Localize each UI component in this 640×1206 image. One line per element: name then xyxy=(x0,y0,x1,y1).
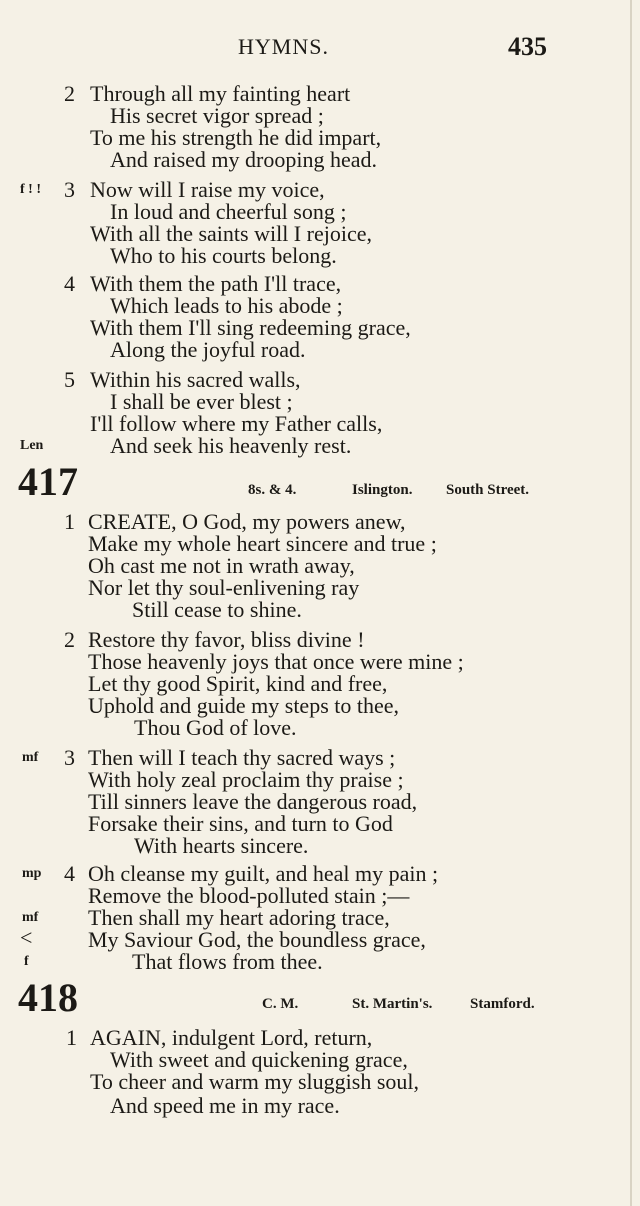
verse-line: Who to his courts belong. xyxy=(110,243,337,268)
verse-line: Through all my fainting heart xyxy=(90,81,351,106)
verse-line: Thou God of love. xyxy=(134,715,297,740)
hymn-meter: 8s. & 4. xyxy=(248,482,297,498)
verse-line: Along the joyful road. xyxy=(110,337,306,362)
verse-line: And raised my drooping head. xyxy=(110,147,377,172)
page-number: 435 xyxy=(508,32,547,61)
verse-line: And seek his heavenly rest. xyxy=(110,433,352,458)
verse-line: In loud and cheerful song ; xyxy=(110,199,347,224)
verse-number: 1 xyxy=(66,1025,77,1050)
verse-line: Till sinners leave the dangerous road, xyxy=(88,789,418,814)
verse-line: To me his strength he did impart, xyxy=(90,125,382,150)
dynamics-mark: Len xyxy=(20,438,44,453)
verse-number: 3 xyxy=(64,745,75,770)
hymn-number: 417 xyxy=(18,459,78,504)
crescendo-mark: < xyxy=(20,925,33,950)
verse-line: With them I'll sing redeeming grace, xyxy=(90,315,411,340)
verse-number: 5 xyxy=(64,367,75,392)
page-edge xyxy=(630,0,632,1206)
verse-line: With all the saints will I rejoice, xyxy=(90,221,372,246)
hymn-number: 418 xyxy=(18,975,78,1020)
verse-line: With hearts sincere. xyxy=(134,833,309,858)
verse-number: 4 xyxy=(64,861,75,886)
verse-line: AGAIN, indulgent Lord, return, xyxy=(90,1025,373,1050)
dynamics-mark: mf xyxy=(22,910,39,925)
verse-line: Oh cast me not in wrath away, xyxy=(88,553,355,578)
verse-line: My Saviour God, the boundless grace, xyxy=(88,927,426,952)
verse-line: Those heavenly joys that once were mine ; xyxy=(88,649,464,674)
verse-line: CREATE, O God, my powers anew, xyxy=(88,509,406,534)
verse-line: Now will I raise my voice, xyxy=(90,177,325,202)
verse-number: 2 xyxy=(64,627,75,652)
dynamics-mark: f ! ! xyxy=(20,182,41,197)
verse-line: To cheer and warm my sluggish soul, xyxy=(90,1069,420,1094)
verse-line: Which leads to his abode ; xyxy=(110,293,343,318)
verse-line: Make my whole heart sincere and true ; xyxy=(88,531,437,556)
verse-line: With holy zeal proclaim thy praise ; xyxy=(88,767,404,792)
tune-name: South Street. xyxy=(446,482,530,498)
tune-name: St. Martin's. xyxy=(352,996,433,1012)
verse-line: Forsake their sins, and turn to God xyxy=(88,811,393,836)
dynamics-mark: mp xyxy=(22,866,42,881)
verse-line: Remove the blood-polluted stain ;— xyxy=(88,883,410,908)
verse-line: That flows from thee. xyxy=(132,949,323,974)
tune-name: Islington. xyxy=(352,482,413,498)
verse-line: With them the path I'll trace, xyxy=(90,271,342,296)
verse-line: I shall be ever blest ; xyxy=(110,389,293,414)
verse-line: I'll follow where my Father calls, xyxy=(90,411,383,436)
verse-line: Then shall my heart adoring trace, xyxy=(88,905,390,930)
verse-line: Still cease to shine. xyxy=(132,597,302,622)
verse-line: And speed me in my race. xyxy=(110,1093,340,1118)
verse-line: Oh cleanse my guilt, and heal my pain ; xyxy=(88,861,439,886)
running-head: HYMNS. xyxy=(238,34,329,59)
tune-name: Stamford. xyxy=(470,996,535,1012)
verse-line: Within his sacred walls, xyxy=(90,367,301,392)
verse-line: Uphold and guide my steps to thee, xyxy=(88,693,400,718)
verse-number: 4 xyxy=(64,271,75,296)
verse-line: With sweet and quickening grace, xyxy=(110,1047,408,1072)
dynamics-mark: f xyxy=(24,954,29,969)
verse-line: Let thy good Spirit, kind and free, xyxy=(88,671,388,696)
dynamics-mark: mf xyxy=(22,750,39,765)
verse-number: 3 xyxy=(64,177,75,202)
verse-line: His secret vigor spread ; xyxy=(110,103,324,128)
hymn-meter: C. M. xyxy=(262,996,299,1012)
verse-line: Nor let thy soul-enlivening ray xyxy=(88,575,360,600)
verse-number: 2 xyxy=(64,81,75,106)
verse-line: Restore thy favor, bliss divine ! xyxy=(88,627,365,652)
verse-line: Then will I teach thy sacred ways ; xyxy=(88,745,396,770)
verse-number: 1 xyxy=(64,509,75,534)
